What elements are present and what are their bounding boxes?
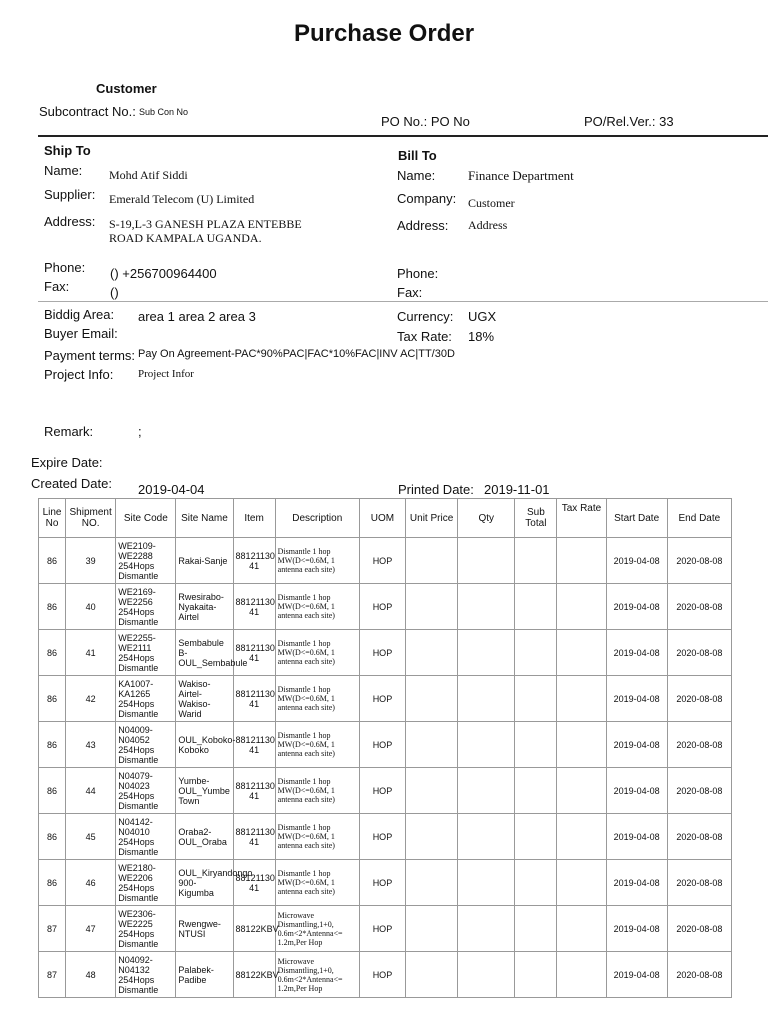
cell-sub-total xyxy=(515,584,557,630)
col-header-tax-rate: Tax Rate xyxy=(557,499,606,538)
cell-site-name: Yumbe-OUL_Yumbe Town xyxy=(176,768,233,814)
cell-line-no: 86 xyxy=(39,538,66,584)
cell-qty xyxy=(458,630,515,676)
cell-uom: HOP xyxy=(359,538,405,584)
cell-shipment-no: 40 xyxy=(66,584,116,630)
table-row xyxy=(39,768,732,814)
cell-description: Dismantle 1 hop MW(D<=0.6M, 1 antenna each site) xyxy=(275,584,359,630)
cell-end-date: 2020-08-08 xyxy=(667,952,731,998)
cell-description: Microwave Dismantling,1+0, 0.6m<2*Antenna<= 1.2m,Per Hop xyxy=(275,906,359,952)
cell-description: Dismantle 1 hop MW(D<=0.6M, 1 antenna each site) xyxy=(275,676,359,722)
cell-end-date: 2020-08-08 xyxy=(667,676,731,722)
bill-address-label: Address: xyxy=(397,218,449,233)
bill-address-value: Address xyxy=(468,218,508,232)
cell-sub-total xyxy=(515,676,557,722)
ship-phone-value: () +256700964400 xyxy=(110,266,217,281)
col-header-end-date: End Date xyxy=(667,499,731,538)
cell-uom: HOP xyxy=(359,676,405,722)
cell-tax-rate xyxy=(557,538,606,584)
created-date-label: Created Date: xyxy=(31,476,112,491)
cell-line-no: 87 xyxy=(39,952,66,998)
cell-site-code: N04142-N04010 254Hops Dismantle xyxy=(116,814,176,860)
cell-end-date: 2020-08-08 xyxy=(667,538,731,584)
cell-item: 88121130 41 xyxy=(233,630,275,676)
cell-start-date: 2019-04-08 xyxy=(606,860,667,906)
cell-tax-rate xyxy=(557,814,606,860)
table-row xyxy=(39,676,732,722)
table-row xyxy=(39,906,732,952)
currency-value: UGX xyxy=(468,309,497,324)
po-number: PO No.: PO No xyxy=(381,114,470,129)
cell-line-no: 86 xyxy=(39,860,66,906)
col-header-sub-total: Sub Total xyxy=(515,499,557,538)
remark-value: ; xyxy=(138,424,142,439)
cell-description: Dismantle 1 hop MW(D<=0.6M, 1 antenna each site) xyxy=(275,630,359,676)
cell-shipment-no: 41 xyxy=(66,630,116,676)
cell-description: Dismantle 1 hop MW(D<=0.6M, 1 antenna each site) xyxy=(275,722,359,768)
col-header-site-name: Site Name xyxy=(176,499,233,538)
supplier-value: Emerald Telecom (U) Limited xyxy=(109,192,255,206)
cell-tax-rate xyxy=(557,860,606,906)
cell-sub-total xyxy=(515,722,557,768)
cell-end-date: 2020-08-08 xyxy=(667,722,731,768)
cell-site-code: N04009-N04052 254Hops Dismantle xyxy=(116,722,176,768)
cell-tax-rate xyxy=(557,584,606,630)
cell-end-date: 2020-08-08 xyxy=(667,814,731,860)
col-header-qty: Qty xyxy=(458,499,515,538)
col-header-description: Description xyxy=(275,499,359,538)
cell-start-date: 2019-04-08 xyxy=(606,584,667,630)
address-divider xyxy=(38,301,768,302)
table-row xyxy=(39,538,732,584)
cell-site-code: KA1007-KA1265 254Hops Dismantle xyxy=(116,676,176,722)
cell-tax-rate xyxy=(557,768,606,814)
cell-end-date: 2020-08-08 xyxy=(667,768,731,814)
cell-start-date: 2019-04-08 xyxy=(606,630,667,676)
cell-unit-price xyxy=(406,768,458,814)
cell-site-code: WE2109-WE2288 254Hops Dismantle xyxy=(116,538,176,584)
bidding-area-label: Biddig Area: xyxy=(44,307,115,322)
subcontract-label: Subcontract No.: xyxy=(39,104,136,119)
cell-end-date: 2020-08-08 xyxy=(667,630,731,676)
cell-start-date: 2019-04-08 xyxy=(606,768,667,814)
printed-date-value: 2019-11-01 xyxy=(484,482,550,497)
cell-qty xyxy=(458,676,515,722)
cell-site-name: OUL_Koboko-Koboko xyxy=(176,722,233,768)
cell-line-no: 86 xyxy=(39,630,66,676)
cell-sub-total xyxy=(515,814,557,860)
cell-shipment-no: 48 xyxy=(66,952,116,998)
cell-line-no: 86 xyxy=(39,722,66,768)
cell-qty xyxy=(458,906,515,952)
cell-start-date: 2019-04-08 xyxy=(606,722,667,768)
cell-qty xyxy=(458,538,515,584)
bill-fax-label: Fax: xyxy=(397,285,423,300)
cell-shipment-no: 42 xyxy=(66,676,116,722)
cell-unit-price xyxy=(406,952,458,998)
supplier-label: Supplier: xyxy=(44,187,96,202)
cell-site-name: Rakai-Sanje xyxy=(176,538,233,584)
items-table xyxy=(38,498,732,998)
cell-description: Dismantle 1 hop MW(D<=0.6M, 1 antenna each site) xyxy=(275,538,359,584)
cell-uom: HOP xyxy=(359,722,405,768)
ship-fax-value: () xyxy=(110,285,119,300)
cell-site-name: Sembabule B-OUL_Sembabule xyxy=(176,630,233,676)
customer-label: Customer xyxy=(96,81,157,96)
cell-shipment-no: 43 xyxy=(66,722,116,768)
cell-uom: HOP xyxy=(359,906,405,952)
cell-qty xyxy=(458,814,515,860)
expire-date-label: Expire Date: xyxy=(31,455,103,470)
bill-to-name: Finance Department xyxy=(468,168,574,183)
cell-start-date: 2019-04-08 xyxy=(606,952,667,998)
cell-sub-total xyxy=(515,860,557,906)
currency-label: Currency: xyxy=(397,309,454,324)
cell-sub-total xyxy=(515,952,557,998)
company-value: Customer xyxy=(468,196,515,210)
ship-to-heading: Ship To xyxy=(44,143,91,158)
ship-to-name: Mohd Atif Siddi xyxy=(109,168,188,182)
col-header-item: Item xyxy=(233,499,275,538)
ship-address-line2: ROAD KAMPALA UGANDA. xyxy=(109,231,262,245)
cell-shipment-no: 45 xyxy=(66,814,116,860)
cell-unit-price xyxy=(406,860,458,906)
cell-line-no: 86 xyxy=(39,676,66,722)
cell-site-code: WE2306-WE2225 254Hops Dismantle xyxy=(116,906,176,952)
cell-sub-total xyxy=(515,538,557,584)
cell-sub-total xyxy=(515,768,557,814)
table-row xyxy=(39,722,732,768)
cell-sub-total xyxy=(515,906,557,952)
subcontract-value: Sub Con No xyxy=(139,107,189,117)
cell-item: 88121130 41 xyxy=(233,814,275,860)
cell-qty xyxy=(458,768,515,814)
cell-line-no: 87 xyxy=(39,906,66,952)
cell-qty xyxy=(458,584,515,630)
payment-terms-value: Pay On Agreement-PAC*90%PAC|FAC*10%FAC|INV AC|TT/30D xyxy=(138,348,455,360)
cell-site-name: OUL_Kiryandongo 900-Kigumba xyxy=(176,860,233,906)
cell-site-name: Rwesirabo-Nyakaita-Airtel xyxy=(176,584,233,630)
cell-unit-price xyxy=(406,814,458,860)
cell-tax-rate xyxy=(557,906,606,952)
cell-site-name: Rwengwe-NTUSI xyxy=(176,906,233,952)
cell-start-date: 2019-04-08 xyxy=(606,906,667,952)
tax-rate-label: Tax Rate: xyxy=(397,329,452,344)
cell-site-name: Oraba2-OUL_Oraba xyxy=(176,814,233,860)
ship-fax-label: Fax: xyxy=(44,279,70,294)
cell-item: 88121130 41 xyxy=(233,584,275,630)
cell-qty xyxy=(458,952,515,998)
table-row xyxy=(39,860,732,906)
col-header-line-no: Line No xyxy=(39,499,66,538)
cell-tax-rate xyxy=(557,722,606,768)
cell-qty xyxy=(458,860,515,906)
cell-shipment-no: 47 xyxy=(66,906,116,952)
ship-to-name-label: Name: xyxy=(44,163,83,178)
ship-address-label: Address: xyxy=(44,214,96,229)
cell-tax-rate xyxy=(557,676,606,722)
cell-item: 88121130 41 xyxy=(233,860,275,906)
project-info-value: Project Infor xyxy=(138,368,194,380)
cell-unit-price xyxy=(406,538,458,584)
cell-site-code: N04079-N04023 254Hops Dismantle xyxy=(116,768,176,814)
header-divider xyxy=(38,135,768,137)
tax-rate-value: 18% xyxy=(468,329,495,344)
bidding-area-value: area 1 area 2 area 3 xyxy=(138,309,256,324)
cell-item: 88121130 41 xyxy=(233,768,275,814)
remark-label: Remark: xyxy=(44,424,94,439)
cell-unit-price xyxy=(406,906,458,952)
cell-start-date: 2019-04-08 xyxy=(606,814,667,860)
cell-uom: HOP xyxy=(359,768,405,814)
cell-site-code: WE2180-WE2206 254Hops Dismantle xyxy=(116,860,176,906)
cell-item: 88121130 41 xyxy=(233,676,275,722)
po-rel-version: PO/Rel.Ver.: 33 xyxy=(584,114,674,129)
col-header-unit-price: Unit Price xyxy=(406,499,458,538)
cell-site-name: Palabek-Padibe xyxy=(176,952,233,998)
created-date-value: 2019-04-04 xyxy=(138,482,205,497)
cell-uom: HOP xyxy=(359,630,405,676)
company-label: Company: xyxy=(397,191,457,206)
cell-unit-price xyxy=(406,722,458,768)
cell-uom: HOP xyxy=(359,814,405,860)
cell-tax-rate xyxy=(557,952,606,998)
cell-start-date: 2019-04-08 xyxy=(606,538,667,584)
cell-shipment-no: 39 xyxy=(66,538,116,584)
cell-line-no: 86 xyxy=(39,814,66,860)
cell-description: Microwave Dismantling,1+0, 0.6m<2*Antenna<= 1.2m,Per Hop xyxy=(275,952,359,998)
table-row xyxy=(39,814,732,860)
cell-item: 88121130 41 xyxy=(233,538,275,584)
cell-unit-price xyxy=(406,630,458,676)
table-header-row xyxy=(39,499,732,538)
cell-description: Dismantle 1 hop MW(D<=0.6M, 1 antenna each site) xyxy=(275,814,359,860)
printed-date-label: Printed Date: xyxy=(398,482,474,497)
cell-site-name: Wakiso-Airtel-Wakiso-Warid xyxy=(176,676,233,722)
col-header-start-date: Start Date xyxy=(606,499,667,538)
cell-sub-total xyxy=(515,630,557,676)
project-info-label: Project Info: xyxy=(44,367,114,382)
cell-uom: HOP xyxy=(359,860,405,906)
bill-to-heading: Bill To xyxy=(398,148,437,163)
cell-item: 88122KBV xyxy=(233,906,275,952)
bill-phone-label: Phone: xyxy=(397,266,439,281)
cell-end-date: 2020-08-08 xyxy=(667,584,731,630)
cell-uom: HOP xyxy=(359,584,405,630)
payment-terms-label: Payment terms: xyxy=(44,348,136,363)
cell-item: 88122KBV xyxy=(233,952,275,998)
cell-site-code: WE2169-WE2256 254Hops Dismantle xyxy=(116,584,176,630)
cell-uom: HOP xyxy=(359,952,405,998)
table-row xyxy=(39,952,732,998)
cell-site-code: N04092-N04132 254Hops Dismantle xyxy=(116,952,176,998)
ship-address-line1: S-19,L-3 GANESH PLAZA ENTEBBE xyxy=(109,217,302,231)
buyer-email-label: Buyer Email: xyxy=(44,326,118,341)
cell-unit-price xyxy=(406,676,458,722)
cell-line-no: 86 xyxy=(39,584,66,630)
cell-shipment-no: 46 xyxy=(66,860,116,906)
cell-end-date: 2020-08-08 xyxy=(667,860,731,906)
cell-qty xyxy=(458,722,515,768)
bill-to-name-label: Name: xyxy=(397,168,436,183)
cell-shipment-no: 44 xyxy=(66,768,116,814)
col-header-uom: UOM xyxy=(359,499,405,538)
cell-end-date: 2020-08-08 xyxy=(667,906,731,952)
table-row xyxy=(39,630,732,676)
cell-unit-price xyxy=(406,584,458,630)
ship-phone-label: Phone: xyxy=(44,260,86,275)
page-title: Purchase Order xyxy=(293,20,475,47)
col-header-shipment-no: Shipment NO. xyxy=(66,499,116,538)
cell-tax-rate xyxy=(557,630,606,676)
cell-description: Dismantle 1 hop MW(D<=0.6M, 1 antenna each site) xyxy=(275,768,359,814)
cell-line-no: 86 xyxy=(39,768,66,814)
table-row xyxy=(39,584,732,630)
cell-start-date: 2019-04-08 xyxy=(606,676,667,722)
cell-site-code: WE2255-WE2111 254Hops Dismantle xyxy=(116,630,176,676)
cell-description: Dismantle 1 hop MW(D<=0.6M, 1 antenna each site) xyxy=(275,860,359,906)
col-header-site-code: Site Code xyxy=(116,499,176,538)
cell-item: 88121130 41 xyxy=(233,722,275,768)
